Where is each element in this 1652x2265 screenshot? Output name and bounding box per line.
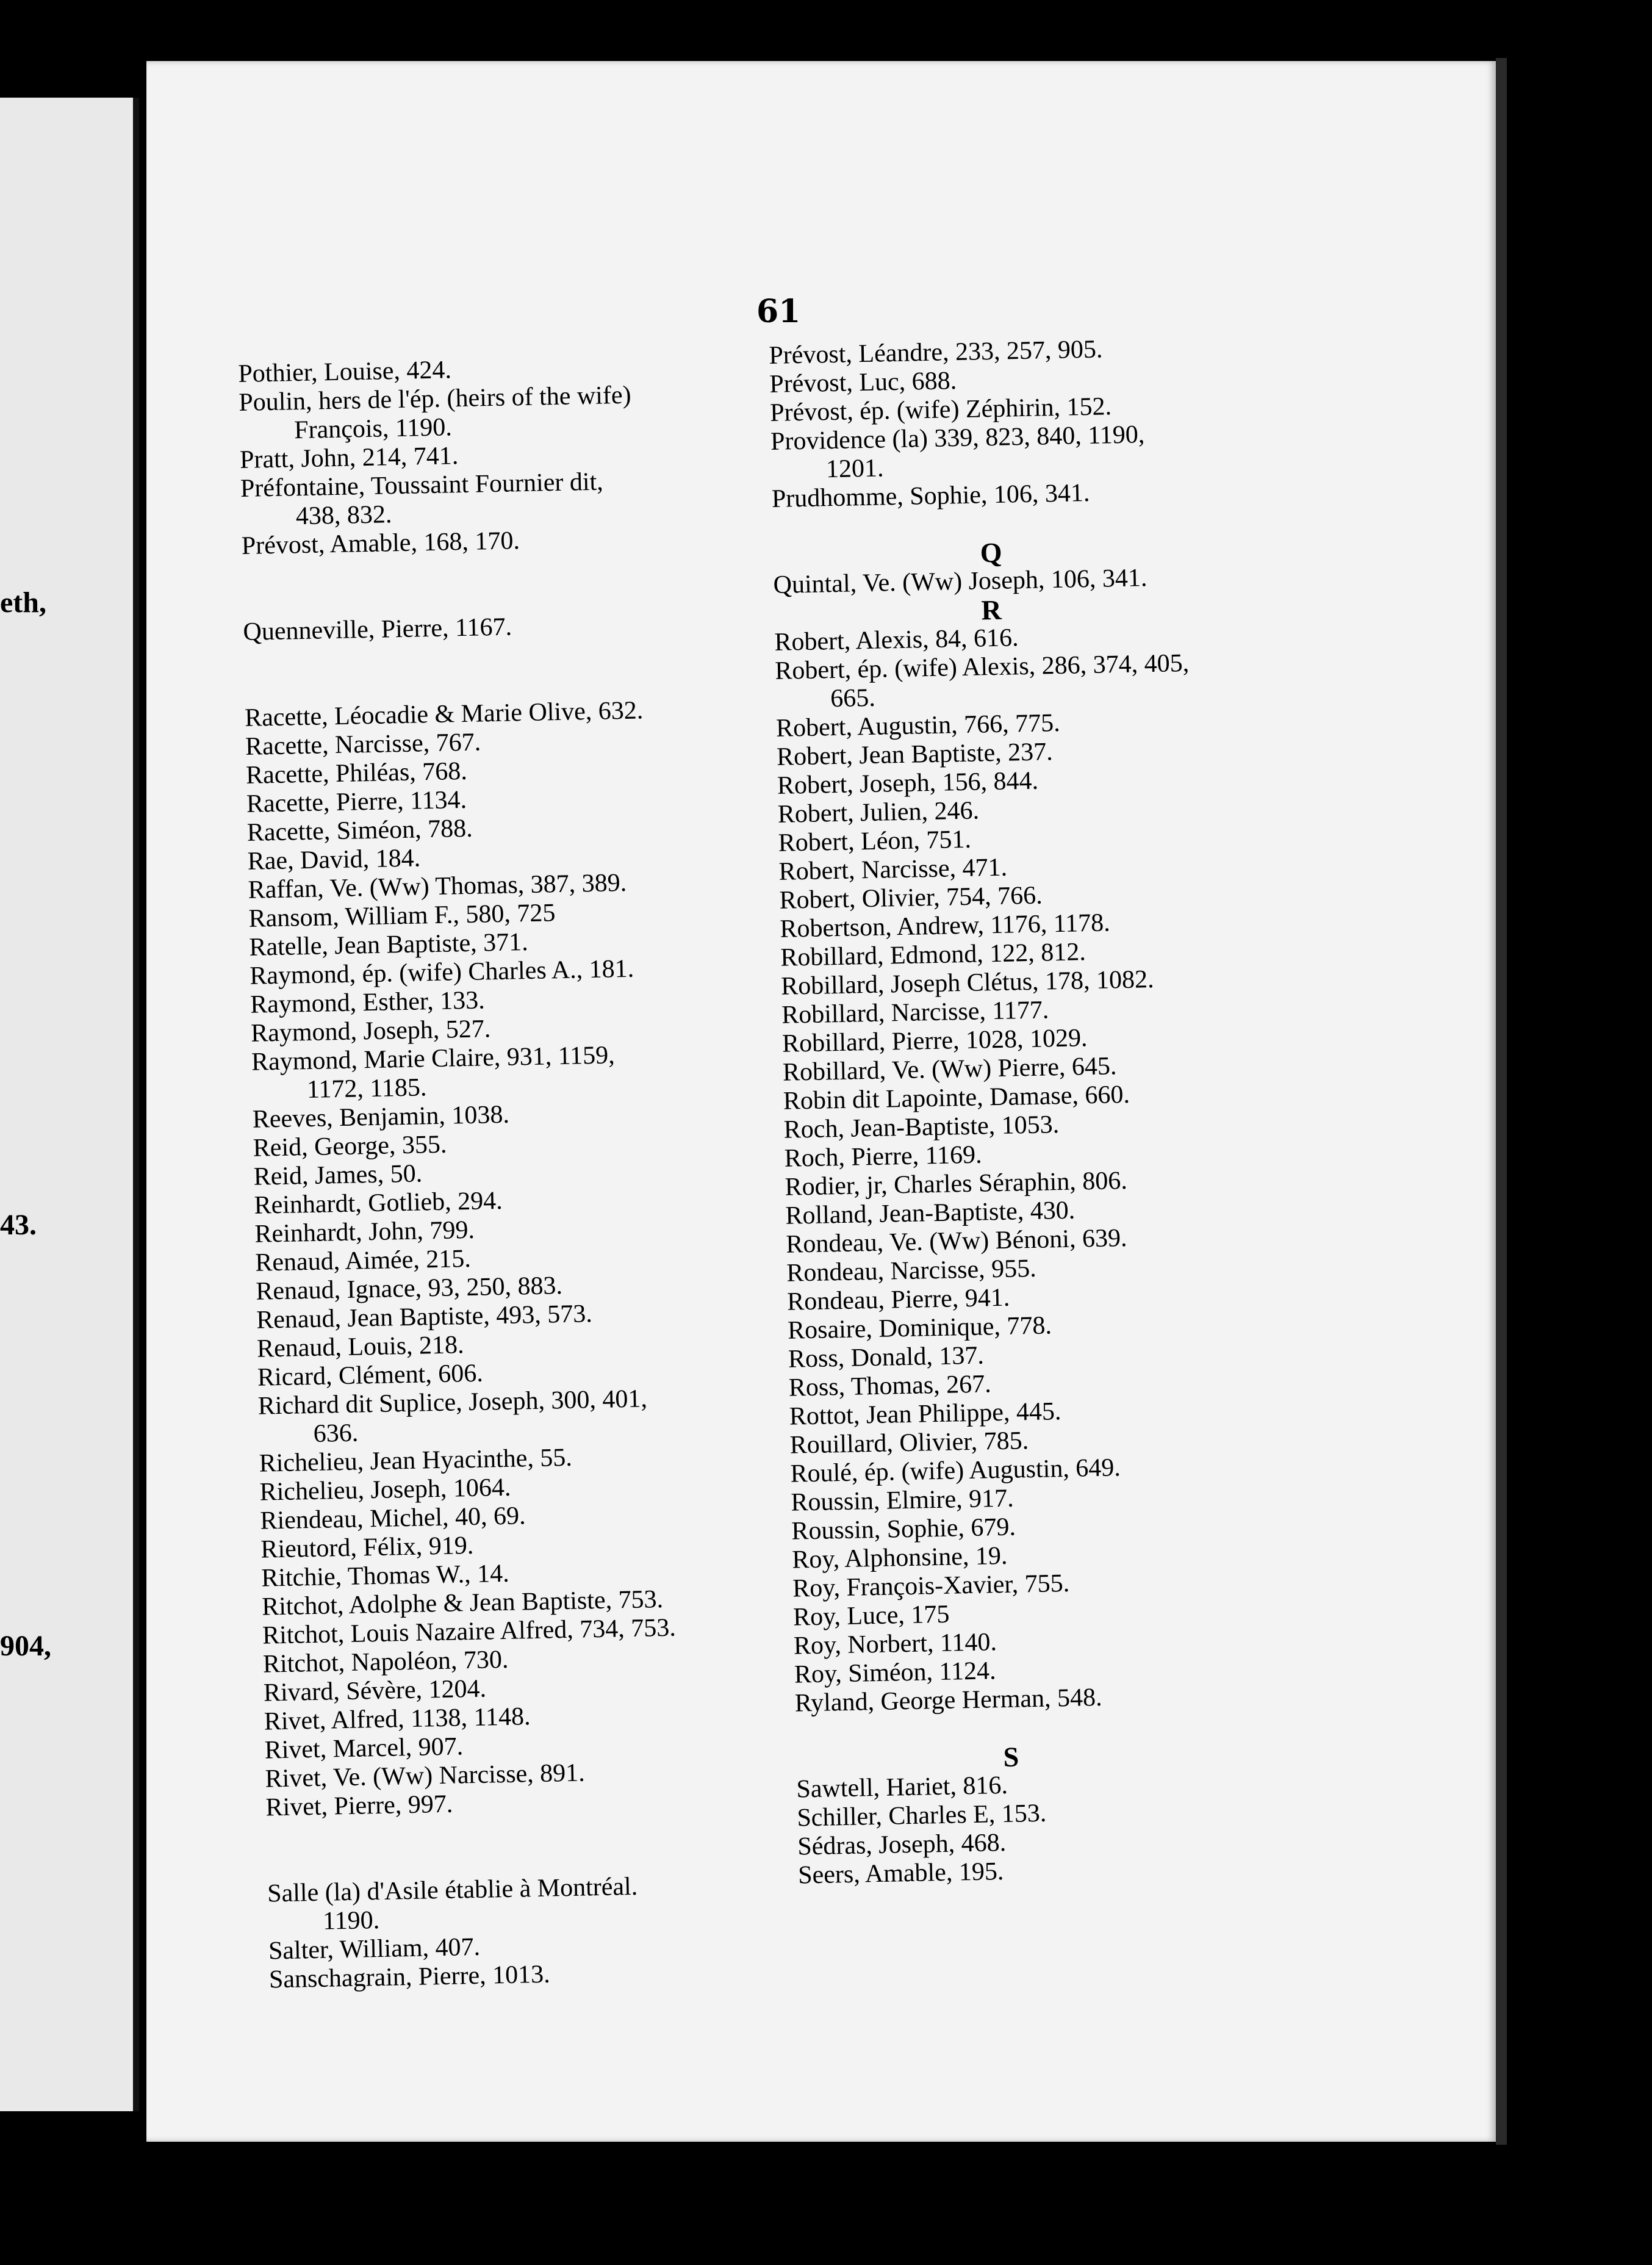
index-entry: Robertson, Andrew, 1176, 1178. <box>780 909 1111 943</box>
index-entry: Roy, Norbert, 1140. <box>793 1628 997 1660</box>
index-entry: Poulin, hers de l'ép. (heirs of the wife) <box>238 381 631 417</box>
index-entry: Robert, Augustin, 766, 775. <box>775 708 1061 743</box>
index-entry: Renaud, Jean Baptiste, 493, 573. <box>256 1300 593 1334</box>
index-entry: Ross, Thomas, 267. <box>788 1370 992 1402</box>
index-entry: Richelieu, Joseph, 1064. <box>259 1473 511 1507</box>
index-entry: 665. <box>830 683 876 713</box>
index-entry: Renaud, Aimée, 215. <box>254 1244 472 1277</box>
index-entry: Racette, Philéas, 768. <box>245 757 468 790</box>
index-entry: Renaud, Ignace, 93, 250, 883. <box>255 1272 563 1306</box>
index-entry: Rivet, Marcel, 907. <box>264 1732 464 1765</box>
index-entry: Rondeau, Pierre, 941. <box>786 1283 1010 1316</box>
index-entry: Roy, Alphonsine, 19. <box>791 1541 1008 1574</box>
index-entry: Rivard, Sévère, 1204. <box>263 1674 487 1707</box>
index-entry: Reinhardt, John, 799. <box>254 1215 475 1248</box>
index-entry: Richard dit Suplice, Joseph, 300, 401, <box>257 1385 648 1421</box>
index-entry: Sédras, Joseph, 468. <box>797 1828 1007 1861</box>
index-entry: Ransom, William F., 580, 725 <box>248 899 556 933</box>
index-entry: François, 1190. <box>293 413 453 445</box>
index-entry: Sanschagrain, Pierre, 1013. <box>268 1960 551 1994</box>
index-entry: Roy, Luce, 175 <box>792 1600 950 1632</box>
index-entry: 1172, 1185. <box>306 1073 427 1104</box>
index-entry: Roch, Jean-Baptiste, 1053. <box>783 1111 1060 1144</box>
index-entry: Rodier, jr, Charles Séraphin, 806. <box>785 1166 1128 1201</box>
index-entry: 438, 832. <box>295 500 392 531</box>
edge-fragment: 43. <box>0 1209 37 1241</box>
index-entry: 636. <box>313 1419 359 1448</box>
index-entry: Providence (la) 339, 823, 840, 1190, <box>770 420 1145 456</box>
index-entry: Ritchot, Napoléon, 730. <box>262 1645 509 1679</box>
index-entry: Robert, Olivier, 754, 766. <box>779 881 1043 915</box>
index-entry: Salter, William, 407. <box>268 1932 481 1965</box>
edge-fragment: 904, <box>0 1630 51 1662</box>
index-entry: Pothier, Louise, 424. <box>238 356 452 388</box>
index-entry: Robert, Alexis, 84, 616. <box>774 624 1019 657</box>
index-entry: Seers, Amable, 195. <box>797 1857 1004 1890</box>
index-entry: Richelieu, Jean Hyacinthe, 55. <box>259 1443 573 1478</box>
index-entry: Rondeau, Narcisse, 955. <box>786 1254 1037 1287</box>
index-entry: Rosaire, Dominique, 778. <box>787 1311 1052 1345</box>
index-entry: Reid, George, 355. <box>253 1130 447 1162</box>
index-entry: Robert, Julien, 246. <box>777 796 980 829</box>
index-entry: Raymond, ép. (wife) Charles A., 181. <box>249 954 634 990</box>
index-entry: Robillard, Joseph Clétus, 178, 1082. <box>780 965 1154 1001</box>
index-entry: Ryland, George Herman, 548. <box>794 1683 1102 1718</box>
index-entry: Riendeau, Michel, 40, 69. <box>260 1502 526 1535</box>
index-entry: Ritchie, Thomas W., 14. <box>260 1559 510 1593</box>
index-entry: Salle (la) d'Asile établie à Montréal. <box>267 1872 638 1908</box>
index-entry: Racette, Narcisse, 767. <box>245 728 481 761</box>
index-entry: Rouillard, Olivier, 785. <box>789 1427 1029 1460</box>
index-entry: Raymond, Marie Claire, 931, 1159, <box>251 1041 616 1076</box>
index-entry: Robillard, Narcisse, 1177. <box>781 996 1049 1029</box>
index-entry: Ricard, Clément, 606. <box>257 1359 484 1392</box>
index-entry: Robert, ép. (wife) Alexis, 286, 374, 405, <box>774 649 1190 685</box>
index-entry: Prévost, Luc, 688. <box>769 367 957 398</box>
index-column-left <box>238 350 818 1995</box>
index-entry: Robert, Joseph, 156, 844. <box>777 766 1039 800</box>
index-entry: Racette, Léocadie & Marie Olive, 632. <box>244 696 644 732</box>
index-entry: Prévost, ép. (wife) Zéphirin, 152. <box>769 392 1112 427</box>
index-entry: Roulé, ép. (wife) Augustin, 649. <box>790 1453 1121 1488</box>
index-entry: Rieutord, Félix, 919. <box>260 1531 474 1564</box>
index-entry: Renaud, Louis, 218. <box>256 1331 464 1363</box>
page-number: 61 <box>756 293 801 330</box>
index-entry: Schiller, Charles E, 153. <box>797 1799 1047 1832</box>
edge-fragment: eth, <box>0 586 46 619</box>
index-entry: Quenneville, Pierre, 1167. <box>243 613 512 646</box>
index-entry: Robert, Jean Baptiste, 237. <box>776 738 1054 771</box>
index-entry: Raffan, Ve. (Ww) Thomas, 387, 389. <box>248 868 627 904</box>
index-entry: Racette, Siméon, 788. <box>246 814 473 847</box>
index-entry: Prévost, Amable, 168, 170. <box>241 527 520 560</box>
index-entry: Racette, Pierre, 1134. <box>246 785 467 818</box>
index-entry: Prévost, Léandre, 233, 257, 905. <box>769 335 1103 370</box>
index-entry: Rivet, Ve. (Ww) Narcisse, 891. <box>265 1759 586 1793</box>
section-letter: S <box>1003 1741 1019 1773</box>
index-entry: Sawtell, Hariet, 816. <box>796 1771 1008 1804</box>
page-shadow-edge <box>1496 58 1507 2145</box>
index-entry: Rae, David, 184. <box>247 844 421 876</box>
previous-page-edge <box>0 98 139 2111</box>
index-entry: Roussin, Elmire, 917. <box>791 1484 1015 1517</box>
index-entry: Roch, Pierre, 1169. <box>784 1140 982 1173</box>
index-entry: Rottot, Jean Philippe, 445. <box>789 1397 1061 1431</box>
index-entry: Robillard, Edmond, 122, 812. <box>780 938 1086 972</box>
index-entry: Rondeau, Ve. (Ww) Bénoni, 639. <box>785 1223 1127 1259</box>
index-entry: Roy, François-Xavier, 755. <box>792 1569 1070 1603</box>
index-entry: 1201. <box>825 454 884 484</box>
index-entry: Reeves, Benjamin, 1038. <box>252 1100 510 1134</box>
index-entry: Ross, Donald, 137. <box>788 1341 985 1374</box>
index-entry: Rivet, Alfred, 1138, 1148. <box>264 1702 531 1736</box>
index-entry: Robert, Léon, 751. <box>778 825 972 857</box>
index-entry: Ritchot, Louis Nazaire Alfred, 734, 753. <box>262 1613 677 1650</box>
index-entry: Ritchot, Adolphe & Jean Baptiste, 753. <box>261 1585 664 1621</box>
index-entry: Rivet, Pierre, 997. <box>265 1790 453 1822</box>
index-entry: Robillard, Ve. (Ww) Pierre, 645. <box>782 1052 1117 1087</box>
index-entry: Raymond, Joseph, 527. <box>250 1015 491 1048</box>
index-entry: Raymond, Esther, 133. <box>250 986 486 1019</box>
binding-gutter <box>133 98 139 2111</box>
index-entry: Robin dit Lapointe, Damase, 660. <box>783 1080 1130 1115</box>
index-entry: Préfontaine, Toussaint Fournier dit, <box>240 467 604 503</box>
index-entry: Robillard, Pierre, 1028, 1029. <box>781 1024 1088 1058</box>
index-entry: Ratelle, Jean Baptiste, 371. <box>249 928 529 962</box>
index-entry: Roussin, Sophie, 679. <box>791 1513 1016 1546</box>
index-entry: Prudhomme, Sophie, 106, 341. <box>771 478 1090 513</box>
index-entry: Reinhardt, Gotlieb, 294. <box>254 1186 503 1220</box>
section-letter: R <box>981 594 1002 626</box>
index-entry: Roy, Siméon, 1124. <box>794 1657 996 1689</box>
index-entry: Robert, Narcisse, 471. <box>778 853 1008 886</box>
section-letter: Q <box>980 536 1002 569</box>
index-entry: Quintal, Ve. (Ww) Joseph, 106, 341. <box>773 564 1147 599</box>
index-entry: Pratt, John, 214, 741. <box>239 442 459 474</box>
index-entry: Rolland, Jean-Baptiste, 430. <box>785 1196 1076 1230</box>
index-entry: 1190. <box>322 1906 380 1936</box>
index-column-right <box>769 331 1348 1890</box>
index-entry: Reid, James, 50. <box>253 1159 423 1191</box>
